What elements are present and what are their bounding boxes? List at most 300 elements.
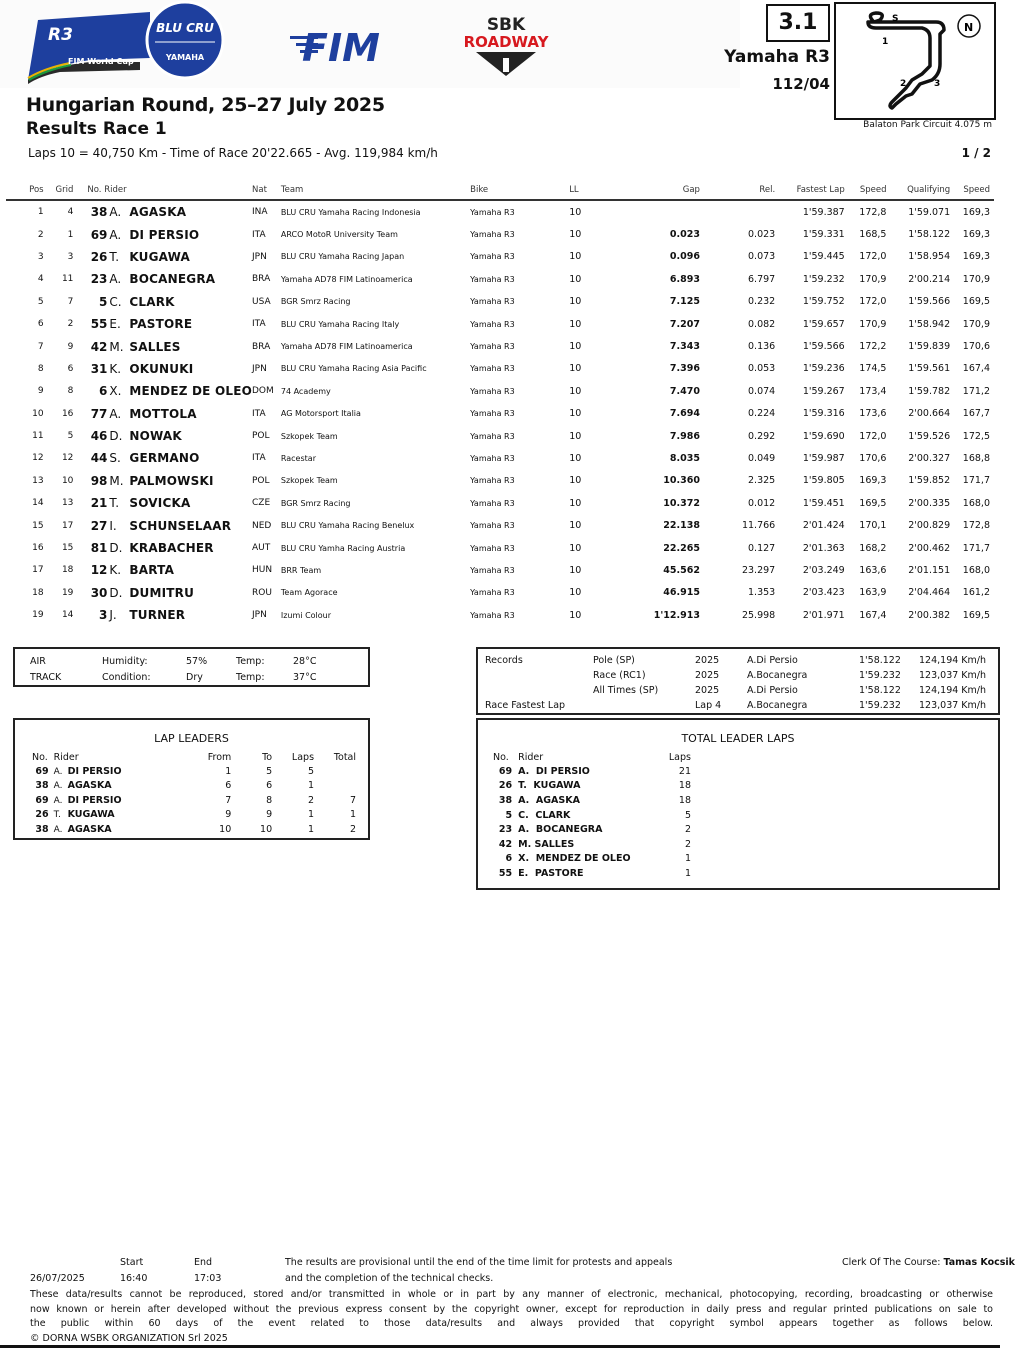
fastest-lap-cell: 1'59.690 — [802, 430, 845, 442]
svg-text:BLU CRU: BLU CRU — [156, 21, 214, 35]
nat-cell: CZE — [252, 498, 271, 509]
leader-from: 9 — [225, 809, 232, 821]
table-row — [6, 582, 994, 604]
rider-cell — [73, 223, 252, 245]
rider-initial: E. — [109, 317, 121, 332]
team-cell: Izumi Colour — [280, 610, 332, 620]
lap-leader-row — [31, 822, 357, 837]
weather-value-2: 28°C — [293, 655, 317, 667]
ll-cell: 10 — [569, 520, 582, 532]
record-speed: 124,194 Km/h — [919, 655, 987, 666]
nat-cell: ITA — [252, 453, 266, 464]
ll-col-rider: Rider — [53, 752, 79, 763]
q-speed-cell: 169,3 — [962, 206, 990, 218]
nat-cell: ITA — [252, 229, 266, 240]
bike-cell: Yamaha R3 — [470, 386, 515, 396]
svg-text:YAMAHA: YAMAHA — [165, 53, 205, 62]
track-label-3: 3 — [934, 79, 941, 89]
leader-from: 10 — [219, 823, 232, 835]
table-row — [6, 470, 994, 492]
grid-cell: 18 — [61, 565, 74, 576]
rel-cell: 0.023 — [748, 229, 776, 241]
fastest-lap-cell: 1'59.445 — [802, 251, 845, 263]
rel-cell: 11.766 — [741, 520, 776, 532]
record-time: 1'59.232 — [859, 700, 901, 711]
record-type — [484, 683, 592, 698]
qualifying-cell: 1'59.566 — [908, 296, 951, 308]
leader-to: 9 — [266, 809, 273, 821]
r3-world-cup-logo — [28, 2, 223, 84]
track-label-2: 2 — [900, 79, 907, 89]
bike-cell: Yamaha R3 — [470, 521, 515, 531]
leader-laps: 1 — [307, 809, 315, 821]
ll-cell: 10 — [569, 542, 582, 554]
clerk-label: Clerk Of The Course: — [842, 1257, 941, 1268]
grid-cell: 17 — [61, 520, 74, 531]
total-leader-number: 26 — [498, 780, 513, 792]
fim-logo — [290, 26, 380, 70]
table-row — [6, 403, 994, 425]
qualifying-cell: 1'59.782 — [908, 385, 951, 397]
leader-name: DI PERSIO — [67, 765, 122, 777]
record-session: Race (RC1) — [593, 670, 646, 681]
document-number: 112/04 — [772, 75, 830, 93]
record-year: 2025 — [695, 685, 720, 696]
rel-cell: 0.082 — [748, 318, 776, 330]
weather-key-1: Humidity: — [102, 655, 148, 667]
nat-cell: JPN — [252, 251, 267, 262]
total-leader-number: 69 — [498, 765, 513, 777]
grid-cell: 8 — [67, 386, 74, 397]
rel-cell: 0.232 — [748, 296, 776, 308]
lap-leader-row — [31, 793, 357, 808]
rider-number: 3 — [99, 608, 108, 623]
q-speed-cell: 170,6 — [962, 341, 990, 353]
results-body — [6, 200, 994, 626]
rider-initial: D. — [109, 541, 123, 556]
fastest-lap-cell: 2'03.249 — [802, 564, 845, 576]
nat-cell: POL — [252, 475, 270, 486]
rel-cell: 25.998 — [741, 609, 776, 621]
grid-cell: 14 — [61, 610, 74, 621]
fastest-lap-cell: 2'01.971 — [802, 609, 845, 621]
total-leader-number: 23 — [498, 824, 513, 836]
end-time: 17:03 — [194, 1273, 222, 1284]
record-rider: A.Di Persio — [747, 655, 798, 666]
north-label: N — [964, 21, 974, 34]
total-leader-row — [492, 866, 692, 881]
speed-cell: 172,0 — [859, 430, 887, 442]
record-year: 2025 — [695, 670, 720, 681]
rider-cell — [73, 492, 252, 514]
pos-cell: 19 — [32, 610, 44, 621]
team-cell: AG Motorsport Italia — [280, 409, 361, 419]
team-cell: BRR Team — [280, 565, 322, 575]
rel-cell: 0.292 — [748, 430, 776, 442]
pos-cell: 4 — [37, 274, 44, 285]
leader-initial: A. — [53, 795, 63, 806]
tl-col-rider: Rider — [518, 752, 544, 763]
fastest-lap-cell: 1'59.236 — [802, 363, 845, 375]
team-cell: Team Agorace — [280, 588, 338, 598]
legal-line-3: the public within 60 days of the event related to those data/results and always provided that copyright symbol appears together as follows below. — [30, 1318, 993, 1329]
svg-text:SBK: SBK — [486, 15, 526, 35]
bike-cell: Yamaha R3 — [470, 453, 515, 463]
rider-cell — [73, 582, 252, 604]
fastest-lap-cell: 1'59.331 — [802, 229, 845, 241]
total-leader-rider: E. PASTORE — [518, 867, 584, 879]
rel-cell: 0.049 — [748, 452, 776, 464]
speed-cell: 172,8 — [859, 206, 887, 218]
rel-cell: 0.073 — [748, 251, 776, 263]
qualifying-cell: 2'00.335 — [908, 497, 951, 509]
rider-cell — [73, 335, 252, 357]
weather-row — [29, 653, 317, 669]
fastest-lap-cell: 2'01.424 — [802, 520, 845, 532]
pos-cell: 5 — [37, 296, 44, 307]
nat-cell: NED — [252, 520, 272, 531]
q-speed-cell: 171,7 — [962, 542, 990, 554]
rider-initial: M. — [109, 339, 124, 354]
col-nat: Nat — [252, 184, 281, 200]
leader-total: 1 — [349, 809, 356, 821]
leader-total: 2 — [349, 823, 356, 835]
speed-cell: 170,1 — [859, 520, 887, 532]
qualifying-cell: 2'00.829 — [908, 520, 951, 532]
class-name: Yamaha R3 — [724, 47, 830, 67]
provisional-note-1: The results are provisional until the end of the time limit for protests and appeals — [285, 1257, 673, 1268]
nat-cell: ITA — [252, 319, 266, 330]
gap-cell: 0.023 — [669, 229, 700, 241]
bike-cell: Yamaha R3 — [470, 588, 515, 598]
q-speed-cell: 171,7 — [962, 475, 990, 487]
record-row — [484, 683, 987, 698]
team-cell: Yamaha AD78 FIM Latinoamerica — [280, 342, 413, 352]
team-cell: BLU CRU Yamaha Racing Asia Pacific — [280, 364, 427, 374]
svg-text:FIM: FIM — [302, 26, 380, 70]
rider-number: 21 — [90, 496, 108, 511]
rider-number: 46 — [90, 429, 108, 444]
leader-to: 10 — [260, 823, 273, 835]
speed-cell: 174,5 — [859, 363, 887, 375]
rider-number: 5 — [99, 294, 108, 309]
leader-initial: A. — [53, 824, 63, 835]
pos-cell: 6 — [37, 319, 44, 330]
rel-cell: 1.353 — [748, 587, 776, 599]
lap-leaders-table — [31, 751, 357, 837]
total-leader-number: 42 — [498, 838, 513, 850]
grid-cell: 2 — [67, 319, 74, 330]
table-row — [6, 514, 994, 536]
nat-cell: JPN — [252, 610, 267, 621]
ll-cell: 10 — [569, 609, 582, 621]
leader-number: 69 — [35, 794, 49, 806]
ll-col-to: To — [262, 752, 273, 763]
rider-name: TURNER — [129, 608, 186, 623]
leader-name: KUGAWA — [67, 809, 115, 821]
bike-cell: Yamaha R3 — [470, 342, 515, 352]
record-row — [484, 668, 987, 683]
rider-number: 26 — [90, 249, 108, 264]
total-leader-rider: A. BOCANEGRA — [518, 824, 603, 836]
rel-cell — [700, 200, 775, 223]
speed-cell: 163,6 — [859, 564, 887, 576]
rider-initial: S. — [109, 451, 121, 466]
q-speed-cell: 161,2 — [962, 587, 990, 599]
qualifying-cell: 1'59.561 — [908, 363, 951, 375]
total-leader-row — [492, 837, 692, 852]
total-leader-row — [492, 808, 692, 823]
rider-number: 42 — [90, 339, 108, 354]
circuit-name: Balaton Park Circuit 4.075 m — [863, 120, 992, 130]
bike-cell: Yamaha R3 — [470, 476, 515, 486]
fastest-lap-cell: 1'59.805 — [802, 475, 845, 487]
fastest-lap-cell: 1'59.267 — [802, 385, 845, 397]
rider-number: 69 — [90, 227, 108, 242]
qualifying-cell: 1'59.071 — [908, 206, 951, 218]
rider-name: BOCANEGRA — [129, 272, 216, 287]
grid-cell: 12 — [61, 453, 74, 464]
rider-initial: D. — [109, 429, 123, 444]
rider-number: 23 — [90, 272, 108, 287]
rider-initial: K. — [109, 563, 122, 578]
record-year: 2025 — [695, 655, 720, 666]
pos-cell: 10 — [32, 408, 44, 419]
page-title: Hungarian Round, 25–27 July 2025 — [26, 94, 385, 116]
total-leader-laps-table — [492, 751, 692, 881]
speed-cell: 168,2 — [859, 542, 887, 554]
records-box — [476, 647, 1000, 715]
rider-number: 12 — [90, 563, 108, 578]
pos-cell: 7 — [37, 341, 44, 352]
nat-cell: BRA — [252, 341, 271, 352]
speed-cell: 170,6 — [859, 452, 887, 464]
ll-cell: 10 — [569, 251, 582, 263]
pos-cell: 9 — [37, 386, 44, 397]
rider-initial: D. — [109, 585, 123, 600]
rider-cell — [73, 268, 252, 290]
leader-number: 69 — [35, 765, 49, 777]
rider-name: SOVICKA — [129, 496, 191, 511]
grid-cell: 16 — [61, 408, 74, 419]
rider-initial: T. — [109, 249, 120, 264]
rider-name: NOWAK — [129, 429, 182, 444]
total-leader-rider: X. MENDEZ DE OLEO — [518, 853, 631, 865]
nat-cell: BRA — [252, 274, 271, 285]
ll-cell: 10 — [569, 587, 582, 599]
table-row — [6, 358, 994, 380]
ll-cell: 10 — [569, 497, 582, 509]
speed-cell: 173,4 — [859, 385, 887, 397]
tl-col-no: No. — [493, 752, 509, 763]
gap-cell: 6.893 — [669, 273, 700, 285]
nat-cell: DOM — [252, 386, 274, 397]
leader-name: AGASKA — [67, 823, 112, 835]
document-code: 3.1 — [766, 4, 830, 42]
gap-cell: 7.470 — [669, 385, 700, 397]
bike-cell: Yamaha R3 — [470, 409, 515, 419]
nat-cell: AUT — [252, 543, 271, 554]
pos-cell: 2 — [37, 229, 44, 240]
grid-cell: 3 — [67, 251, 74, 262]
qualifying-cell: 1'59.526 — [908, 430, 951, 442]
rider-name: KUGAWA — [129, 249, 191, 264]
grid-cell: 10 — [61, 475, 74, 486]
q-speed-cell: 168,8 — [962, 452, 990, 464]
rider-cell — [73, 559, 252, 581]
table-row — [6, 492, 994, 514]
weather-key-2: Temp: — [236, 671, 265, 683]
team-cell: BGR Smrz Racing — [280, 498, 351, 508]
q-speed-cell: 169,3 — [962, 251, 990, 263]
rel-cell: 2.325 — [748, 475, 776, 487]
bike-cell: Yamaha R3 — [470, 498, 515, 508]
lap-leaders-box — [13, 718, 370, 840]
rider-cell — [73, 403, 252, 425]
record-year: Lap 4 — [695, 700, 722, 711]
team-cell: BLU CRU Yamaha Racing Japan — [280, 252, 405, 262]
grid-cell: 5 — [67, 431, 74, 442]
bike-cell: Yamaha R3 — [470, 297, 515, 307]
qualifying-cell: 1'58.122 — [908, 229, 951, 241]
lap-leader-row — [31, 779, 357, 794]
record-speed: 123,037 Km/h — [919, 700, 987, 711]
grid-cell: 4 — [67, 207, 74, 218]
weather-key-1: Condition: — [102, 671, 151, 683]
q-speed-cell: 167,7 — [962, 408, 990, 420]
lap-leaders-title: LAP LEADERS — [154, 732, 229, 745]
rider-initial: X. — [109, 384, 122, 399]
team-cell: Szkopek Team — [280, 431, 338, 441]
rider-cell — [73, 291, 252, 313]
fastest-lap-cell: 2'03.423 — [802, 587, 845, 599]
rel-cell: 0.136 — [748, 341, 776, 353]
total-leader-laps-title: TOTAL LEADER LAPS — [681, 732, 795, 745]
team-cell: Yamaha AD78 FIM Latinoamerica — [280, 274, 413, 284]
pos-cell: 12 — [32, 453, 44, 464]
table-row — [6, 268, 994, 290]
page-number: 1 / 2 — [961, 146, 991, 160]
gap-cell: 46.915 — [663, 587, 700, 599]
record-time: 1'58.122 — [859, 655, 901, 666]
fastest-lap-cell: 1'59.657 — [802, 318, 845, 330]
qualifying-cell: 2'00.327 — [908, 452, 951, 464]
grid-cell: 1 — [67, 229, 74, 240]
col-ll: LL — [569, 184, 628, 200]
rider-name: SALLES — [129, 339, 181, 354]
pos-cell: 11 — [32, 431, 44, 442]
bike-cell: Yamaha R3 — [470, 431, 515, 441]
total-leader-laps: 5 — [684, 809, 691, 821]
svg-text:ROADWAY: ROADWAY — [463, 33, 549, 51]
ll-cell: 10 — [569, 408, 582, 420]
ll-col-laps: Laps — [291, 752, 315, 763]
rider-name: MOTTOLA — [129, 406, 197, 421]
speed-cell: 163,9 — [859, 587, 887, 599]
pos-cell: 13 — [32, 475, 44, 486]
speed-cell: 172,2 — [859, 341, 887, 353]
lap-leader-row — [31, 808, 357, 823]
rider-name: GERMANO — [129, 451, 200, 466]
rider-name: KRABACHER — [129, 541, 214, 556]
ll-cell: 10 — [569, 475, 582, 487]
ll-cell: 10 — [569, 452, 582, 464]
team-cell: BLU CRU Yamha Racing Austria — [280, 543, 406, 553]
sbk-roadway-logo — [464, 15, 550, 76]
ll-cell: 10 — [569, 296, 582, 308]
speed-cell: 167,4 — [859, 609, 887, 621]
clerk-name: Tamas Kocsik — [943, 1257, 1015, 1268]
bike-cell: Yamaha R3 — [470, 252, 515, 262]
speed-cell: 169,5 — [859, 497, 887, 509]
ll-cell: 10 — [569, 318, 582, 330]
rider-initial: M. — [109, 473, 124, 488]
q-speed-cell: 169,3 — [962, 229, 990, 241]
col-pos: Pos — [6, 184, 44, 200]
pos-cell: 3 — [37, 251, 44, 262]
record-rider: A.Di Persio — [747, 685, 798, 696]
record-speed: 124,194 Km/h — [919, 685, 987, 696]
leader-to: 8 — [266, 794, 273, 806]
gap-cell: 1'12.913 — [653, 609, 700, 621]
rider-name: OKUNUKI — [129, 361, 194, 376]
table-row — [6, 313, 994, 335]
gap-cell: 7.694 — [669, 408, 700, 420]
fastest-lap-cell: 1'59.316 — [802, 408, 845, 420]
race-info: Laps 10 = 40,750 Km - Time of Race 20'22.665 - Avg. 119,984 km/h — [28, 146, 438, 160]
rider-cell — [73, 380, 252, 402]
gap-cell: 7.343 — [669, 341, 700, 353]
lap-leader-row — [31, 764, 357, 779]
rider-cell — [73, 358, 252, 380]
rider-name: MENDEZ DE OLEO — [129, 384, 252, 399]
rel-cell: 0.224 — [748, 408, 776, 420]
q-speed-cell: 168,0 — [962, 564, 990, 576]
speed-cell: 170,9 — [859, 273, 887, 285]
rider-number: 44 — [90, 451, 108, 466]
leader-initial: A. — [53, 781, 63, 792]
total-leader-laps: 2 — [684, 838, 691, 850]
col-q-speed: Speed — [950, 184, 994, 200]
bike-cell: Yamaha R3 — [470, 274, 515, 284]
ll-cell: 10 — [569, 273, 582, 285]
qualifying-cell: 1'59.852 — [908, 475, 951, 487]
weather-table — [29, 653, 317, 685]
rider-cell — [73, 313, 252, 335]
ll-cell: 10 — [569, 206, 582, 218]
q-speed-cell: 167,4 — [962, 363, 990, 375]
q-speed-cell: 169,5 — [962, 296, 990, 308]
bike-cell: Yamaha R3 — [470, 230, 515, 240]
q-speed-cell: 171,2 — [962, 385, 990, 397]
speed-cell: 170,9 — [859, 318, 887, 330]
qualifying-cell: 1'58.942 — [908, 318, 951, 330]
rider-cell — [73, 200, 252, 223]
legal-line-1: These data/results cannot be reproduced, stored and/or transmitted in whole or in part by any manner of electronic, mechanical, photocopying, recording, broadcasting or otherwise — [30, 1289, 993, 1300]
table-row — [6, 291, 994, 313]
leader-total: 7 — [349, 794, 356, 806]
q-speed-cell: 168,0 — [962, 497, 990, 509]
total-leader-rider: M. SALLES — [518, 838, 575, 850]
pos-cell: 1 — [37, 207, 44, 218]
rider-number: 81 — [90, 541, 108, 556]
pos-cell: 15 — [32, 520, 44, 531]
record-rider: A.Bocanegra — [747, 670, 808, 681]
table-row — [6, 380, 994, 402]
record-time: 1'58.122 — [859, 685, 901, 696]
rider-initial: K. — [109, 361, 122, 376]
table-row — [6, 425, 994, 447]
